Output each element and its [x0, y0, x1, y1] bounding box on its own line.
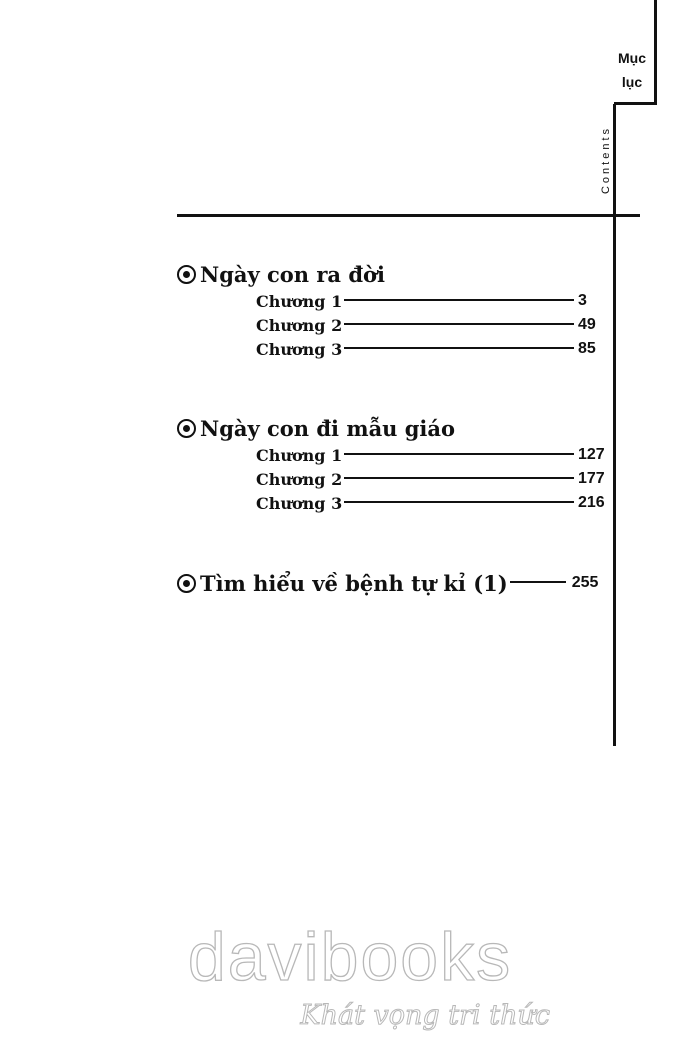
- toc-entry[interactable]: [256, 491, 612, 515]
- toc-entry-page: 3: [578, 292, 587, 309]
- watermark-brand: davibooks: [187, 919, 513, 995]
- toc-leader-line: [344, 477, 574, 479]
- toc-entry[interactable]: [256, 289, 612, 313]
- toc-leader-line: [344, 323, 574, 325]
- toc-entry-page: 255: [571, 574, 599, 591]
- contents-label-container: [598, 110, 614, 210]
- toc-entry-label: Chương 3: [256, 493, 343, 513]
- toc-entry-label: Chương 2: [256, 469, 343, 489]
- toc-title-line1: Mục: [618, 50, 646, 66]
- header-tab-border-vertical: [654, 0, 657, 104]
- toc-title-line2: lục: [621, 74, 643, 90]
- toc-entry[interactable]: [256, 443, 612, 467]
- watermark-tagline: Khát vọng tri thức: [300, 1000, 550, 1031]
- toc-entry[interactable]: [256, 337, 612, 361]
- toc-entry-page: 85: [578, 340, 596, 357]
- bullet-icon: [177, 265, 196, 284]
- toc-leader-line: [510, 581, 566, 583]
- toc-leader-line: [344, 501, 574, 503]
- section-title-text: Ngày con đi mẫu giáo: [200, 416, 456, 441]
- toc-entry[interactable]: [256, 313, 612, 337]
- toc-leader-line: [344, 347, 574, 349]
- toc-entry-label: Chương 3: [256, 339, 343, 359]
- toc-entry-section[interactable]: [177, 568, 617, 598]
- toc-entry[interactable]: [256, 467, 612, 491]
- toc-entry-page: 216: [578, 494, 605, 511]
- toc-leader-line: [344, 453, 574, 455]
- contents-label: Contents: [600, 125, 612, 195]
- toc-entry-label: Chương 1: [256, 445, 343, 465]
- toc-leader-line: [344, 299, 574, 301]
- header-tab-border-bottom: [614, 102, 657, 105]
- section-title: [177, 416, 455, 441]
- section-title: [177, 571, 508, 596]
- bullet-icon: [177, 419, 196, 438]
- toc-header: [612, 46, 652, 94]
- section-title: [177, 262, 385, 287]
- toc-entry-label: Chương 1: [256, 291, 343, 311]
- page-horizontal-rule: [177, 214, 640, 217]
- toc-entry-label: Chương 2: [256, 315, 343, 335]
- toc-entry-page: 177: [578, 470, 605, 487]
- section-title-text: Ngày con ra đời: [200, 262, 386, 287]
- toc-entry-page: 49: [578, 316, 596, 333]
- bullet-icon: [177, 574, 196, 593]
- toc-entry-page: 127: [578, 446, 605, 463]
- section-title-text: Tìm hiểu về bệnh tự kỉ (1): [200, 570, 508, 596]
